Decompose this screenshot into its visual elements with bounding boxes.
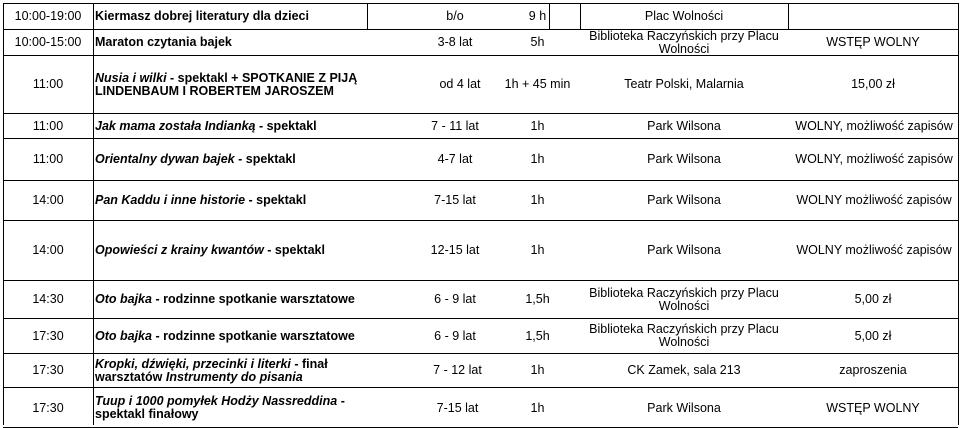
event-age: 7-15 lat xyxy=(436,400,479,415)
cell-place xyxy=(580,181,788,220)
event-title-part: Maraton czytania bajek xyxy=(95,35,232,49)
event-time: 14:00 xyxy=(32,243,64,257)
event-place: Biblioteka Raczyńskich przy Placu Wolności xyxy=(589,285,779,313)
event-title-part: Kropki, dźwięki, przecinki i literki xyxy=(95,356,291,371)
event-place: Teatr Polski, Malarnia xyxy=(624,77,744,91)
cell-age xyxy=(400,30,510,55)
cell-duration xyxy=(495,221,580,280)
event-title-part: Pan Kaddu i inne historie xyxy=(95,193,246,207)
cell-place xyxy=(580,56,788,113)
cell-age xyxy=(400,4,510,29)
event-title xyxy=(95,72,366,98)
cell-place xyxy=(580,30,788,55)
event-title-part: Kiermasz dobrej literatury dla dzieci xyxy=(95,9,309,23)
cell-price xyxy=(788,354,958,387)
cell-duration xyxy=(495,181,580,220)
cell-time xyxy=(3,181,93,220)
cell-duration xyxy=(495,56,580,113)
event-place: Park Wilsona xyxy=(647,152,721,166)
event-place: Park Wilsona xyxy=(647,243,721,257)
event-age: od 4 lat xyxy=(439,77,481,91)
event-price: zaproszenia xyxy=(839,363,907,377)
event-title-part: - finał warsztatów xyxy=(95,356,328,384)
cell-title xyxy=(95,221,366,280)
cell-price xyxy=(788,319,958,353)
event-title xyxy=(95,293,355,306)
event-title-part: Tuup i 1000 pomyłek Hodży Nassreddina xyxy=(95,394,338,408)
event-duration: 1h xyxy=(530,118,545,133)
event-place: Plac Wolności xyxy=(644,9,724,23)
event-title-part: - rodzinne spotkanie warsztatowe xyxy=(151,328,355,343)
event-title-part: - rodzinne spotkanie warsztatowe xyxy=(151,292,355,306)
event-title-part: Instrumenty do pisania xyxy=(165,369,303,384)
event-price: 5,00 zł xyxy=(854,328,892,343)
event-duration: 1h xyxy=(530,363,545,377)
event-price: 5,00 zł xyxy=(854,292,892,306)
event-duration: 1h + 45 min xyxy=(504,77,571,91)
cell-place xyxy=(580,221,788,280)
cell-title xyxy=(95,30,366,55)
cell-time xyxy=(3,30,93,55)
event-place: Park Wilsona xyxy=(647,400,721,415)
event-title-part: Jak mama została Indianką xyxy=(95,118,256,133)
event-title xyxy=(95,153,296,166)
cell-duration xyxy=(500,319,575,353)
cell-title xyxy=(95,114,366,138)
event-time: 14:00 xyxy=(32,193,64,207)
event-time: 10:00-15:00 xyxy=(14,35,82,49)
event-duration: 9 h xyxy=(528,9,547,23)
cell-time xyxy=(3,388,93,428)
cell-title xyxy=(95,319,366,353)
cell-place xyxy=(580,114,788,138)
cell-title xyxy=(95,388,366,428)
cell-place xyxy=(580,281,788,318)
event-time: 10:00-19:00 xyxy=(14,9,82,23)
event-title-part: Oto bajka xyxy=(95,328,152,343)
event-time: 11:00 xyxy=(32,77,64,91)
cell-duration xyxy=(495,4,580,29)
cell-place xyxy=(580,354,788,387)
cell-duration xyxy=(495,139,580,180)
cell-title xyxy=(95,354,366,387)
cell-time xyxy=(3,114,93,138)
cell-duration xyxy=(495,114,580,138)
cell-title xyxy=(95,181,366,220)
cell-price xyxy=(788,56,958,113)
event-price: WOLNY możliwość zapisów xyxy=(796,193,952,207)
cell-time xyxy=(3,221,93,280)
cell-place xyxy=(580,388,788,428)
cell-time xyxy=(3,4,93,29)
event-title-part: - spektakl xyxy=(234,152,296,166)
event-title xyxy=(95,330,355,343)
cell-title xyxy=(95,281,366,318)
cell-price xyxy=(788,388,958,428)
event-title-part: - spektakl + SPOTKANIE Z PIJĄ LINDENBAUM I ROBERTEM JAROSZEM xyxy=(95,70,358,98)
event-price: WOLNY, możliwość zapisów xyxy=(795,152,953,166)
table-column-rule xyxy=(93,3,94,425)
event-time: 17:30 xyxy=(32,328,64,343)
event-title-part: - spektakl xyxy=(255,118,317,133)
event-title xyxy=(95,194,306,207)
cell-price xyxy=(788,181,960,220)
cell-price xyxy=(788,114,960,138)
event-title-part: Orientalny dywan bajek xyxy=(95,152,235,166)
cell-duration xyxy=(495,30,580,55)
event-time: 11:00 xyxy=(32,118,64,133)
cell-title xyxy=(95,4,366,29)
cell-time xyxy=(3,56,93,113)
event-title xyxy=(95,358,366,384)
event-age: 6 - 9 lat xyxy=(434,292,476,306)
event-title xyxy=(95,395,366,421)
event-price: WSTĘP WOLNY xyxy=(826,400,920,415)
cell-title xyxy=(95,139,366,180)
cell-age xyxy=(400,319,510,353)
cell-duration xyxy=(495,388,580,428)
event-age: 7-15 lat xyxy=(434,193,476,207)
cell-time xyxy=(3,281,93,318)
event-duration: 1,5h xyxy=(525,292,550,306)
cell-place xyxy=(580,139,788,180)
event-price: 15,00 zł xyxy=(851,77,895,91)
cell-price xyxy=(788,139,960,180)
cell-duration xyxy=(495,354,580,387)
event-price: WOLNY możliwość zapisów xyxy=(796,243,952,257)
event-duration: 1h xyxy=(530,193,545,207)
cell-time xyxy=(3,319,93,353)
event-age: 12-15 lat xyxy=(430,243,480,257)
cell-price xyxy=(788,221,960,280)
event-price: WSTĘP WOLNY xyxy=(826,35,920,49)
event-place: Biblioteka Raczyńskich przy Placu Wolności xyxy=(589,322,779,349)
cell-time xyxy=(3,354,93,387)
event-title xyxy=(95,36,232,49)
event-age: 3-8 lat xyxy=(437,35,473,49)
event-age: 7 - 11 lat xyxy=(431,118,479,133)
event-duration: 1h xyxy=(530,400,545,415)
event-title-part: - spektakl finałowy xyxy=(95,394,345,421)
event-time: 17:30 xyxy=(32,400,64,415)
event-age: 4-7 lat xyxy=(437,152,473,166)
event-title-part: Nusia i wilki xyxy=(95,70,167,85)
table-column-rule xyxy=(367,3,368,29)
event-place: Park Wilsona xyxy=(647,118,721,133)
event-title-part: - spektakl xyxy=(245,193,307,207)
event-duration: 5h xyxy=(530,35,545,49)
cell-place xyxy=(580,319,788,353)
event-title-part: - spektakl xyxy=(263,243,325,257)
event-title xyxy=(95,10,309,23)
event-time: 14:30 xyxy=(32,292,64,306)
event-place: Biblioteka Raczyńskich przy Placu Wolności xyxy=(589,28,779,56)
event-duration: 1h xyxy=(530,243,545,257)
event-place: CK Zamek, sala 213 xyxy=(627,363,741,377)
event-title-part: Oto bajka xyxy=(95,292,152,306)
cell-title xyxy=(95,56,366,113)
event-title xyxy=(95,244,325,257)
cell-price xyxy=(788,281,958,318)
cell-price xyxy=(788,30,958,55)
event-time: 17:30 xyxy=(32,363,64,377)
event-title-part: Opowieści z krainy kwantów xyxy=(95,243,264,257)
event-place: Park Wilsona xyxy=(647,193,721,207)
cell-time xyxy=(3,139,93,180)
event-age: 7 - 12 lat xyxy=(433,363,482,377)
event-title xyxy=(95,120,317,133)
event-duration: 1h xyxy=(530,152,545,166)
event-age: b/o xyxy=(446,9,464,23)
event-price: WOLNY, możliwość zapisów xyxy=(795,118,953,133)
cell-age xyxy=(400,281,510,318)
event-duration: 1,5h xyxy=(525,328,550,343)
cell-duration xyxy=(500,281,575,318)
cell-price xyxy=(788,4,958,29)
cell-place xyxy=(580,4,788,29)
event-time: 11:00 xyxy=(32,152,64,166)
event-age: 6 - 9 lat xyxy=(434,328,476,343)
